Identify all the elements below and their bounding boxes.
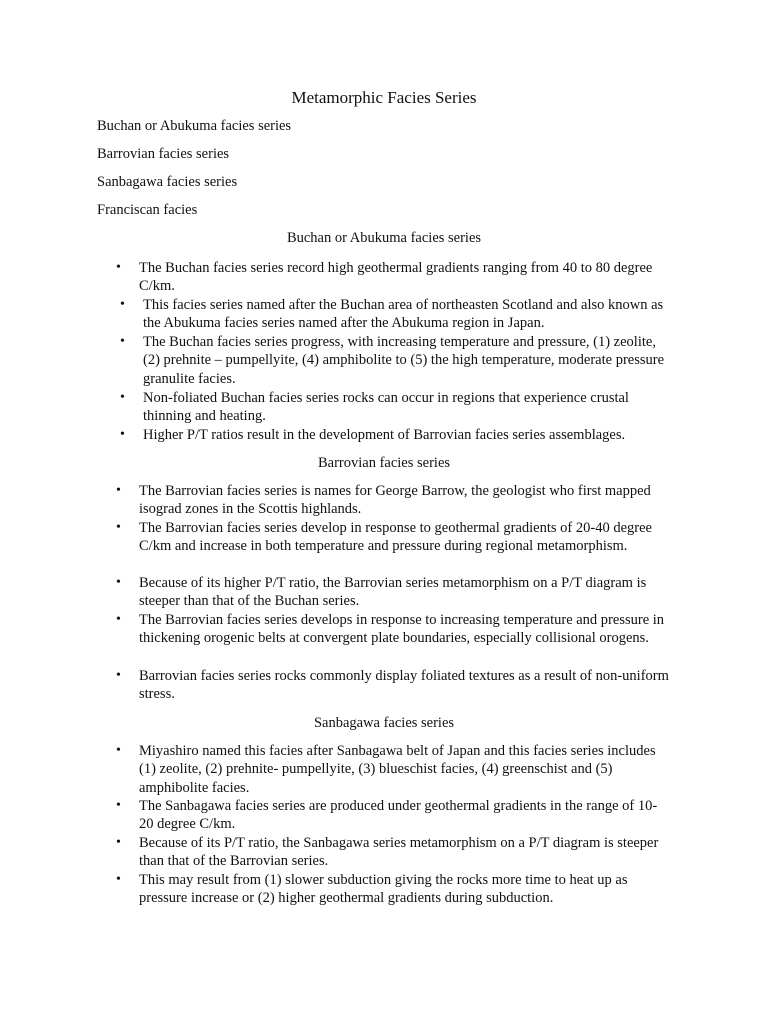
list-item bbox=[0, 611, 669, 667]
bullet-icon: • bbox=[116, 743, 121, 758]
list-item bbox=[0, 296, 669, 333]
list-item bbox=[0, 389, 669, 426]
list-item-text: Barrovian facies series rocks commonly display foliated textures as a result of non-uniform stress. bbox=[139, 668, 669, 703]
bullet-list-sanbagawa bbox=[0, 742, 669, 908]
bullet-list-barrovian bbox=[0, 482, 669, 704]
list-item-text: Non-foliated Buchan facies series rocks can occur in regions that experience crustal thinning and heating. bbox=[143, 390, 629, 425]
list-item bbox=[0, 259, 669, 296]
bullet-icon: • bbox=[116, 260, 121, 275]
toc-item-franciscan: Franciscan facies bbox=[97, 202, 198, 218]
list-item bbox=[0, 482, 669, 519]
list-item bbox=[0, 426, 669, 445]
list-item bbox=[0, 742, 669, 797]
bullet-list-buchan bbox=[0, 259, 669, 445]
section-heading-sanbagawa: Sanbagawa facies series bbox=[313, 715, 455, 731]
list-item-text: Because of its higher P/T ratio, the Barrovian series metamorphism on a P/T diagram is steeper than that of the Buchan series. bbox=[139, 575, 647, 610]
toc-item-barrovian: Barrovian facies series bbox=[97, 146, 230, 162]
bullet-icon: • bbox=[116, 668, 121, 683]
list-item-text: The Buchan facies series record high geothermal gradients ranging from 40 to 80 degree C/km. bbox=[139, 260, 653, 295]
list-item-text: Higher P/T ratios result in the development of Barrovian facies series assemblages. bbox=[143, 427, 626, 443]
list-item bbox=[0, 834, 669, 871]
toc-item-buchan: Buchan or Abukuma facies series bbox=[97, 118, 292, 134]
list-item bbox=[0, 519, 669, 574]
list-item bbox=[0, 871, 669, 908]
list-item-text: This may result from (1) slower subduction giving the rocks more time to heat up as pressure increase or (2) higher geothermal gradients during subduction. bbox=[139, 872, 628, 907]
section-heading-buchan: Buchan or Abukuma facies series bbox=[286, 230, 482, 246]
toc-item-sanbagawa: Sanbagawa facies series bbox=[97, 174, 238, 190]
list-item-text: The Barrovian facies series develops in response to increasing temperature and pressure in thickening orogenic belts at convergent plate boundaries, especially collisional orogens. bbox=[139, 612, 665, 647]
bullet-icon: • bbox=[116, 483, 121, 498]
bullet-icon: • bbox=[116, 520, 121, 535]
bullet-icon: • bbox=[116, 612, 121, 627]
list-item-text: This facies series named after the Buchan area of northeasten Scotland and also known as the Abukuma facies series named after the Abukuma region in Japan. bbox=[143, 297, 664, 332]
list-item bbox=[0, 667, 669, 704]
bullet-icon: • bbox=[120, 297, 125, 312]
list-item bbox=[0, 797, 669, 834]
bullet-icon: • bbox=[120, 427, 125, 442]
bullet-icon: • bbox=[120, 334, 125, 349]
bullet-icon: • bbox=[116, 575, 121, 590]
list-item-text: Because of its P/T ratio, the Sanbagawa series metamorphism on a P/T diagram is steeper than that of the Barrovian series. bbox=[139, 835, 659, 870]
list-item-text: The Buchan facies series progress, with increasing temperature and pressure, (1) zeolite, (2) prehnite – pumpellyite, (4) amphibolite to (5) the high temperature, moderate pressure granulite facies. bbox=[143, 334, 665, 387]
list-item-text: The Barrovian facies series is names for George Barrow, the geologist who first mapped isograd zones in the Scottis highlands. bbox=[139, 483, 651, 518]
bullet-icon: • bbox=[116, 872, 121, 887]
bullet-icon: • bbox=[116, 798, 121, 813]
list-item bbox=[0, 333, 669, 389]
page-title: Metamorphic Facies Series bbox=[291, 88, 477, 107]
bullet-icon: • bbox=[116, 835, 121, 850]
list-item-text: The Barrovian facies series develop in response to geothermal gradients of 20-40 degree C/km and increase in both temperature and pressure during regional metamorphism. bbox=[139, 520, 652, 555]
section-heading-barrovian: Barrovian facies series bbox=[317, 455, 451, 471]
bullet-icon: • bbox=[120, 390, 125, 405]
list-item-text: The Sanbagawa facies series are produced under geothermal gradients in the range of 10-20 degree C/km. bbox=[139, 798, 658, 833]
list-item bbox=[0, 574, 669, 611]
list-item-text: Miyashiro named this facies after Sanbagawa belt of Japan and this facies series includes (1) zeolite, (2) prehnite- pumpellyite, (3) blueschist facies, (4) greenschist and (5) amphibolite facies. bbox=[139, 743, 656, 796]
